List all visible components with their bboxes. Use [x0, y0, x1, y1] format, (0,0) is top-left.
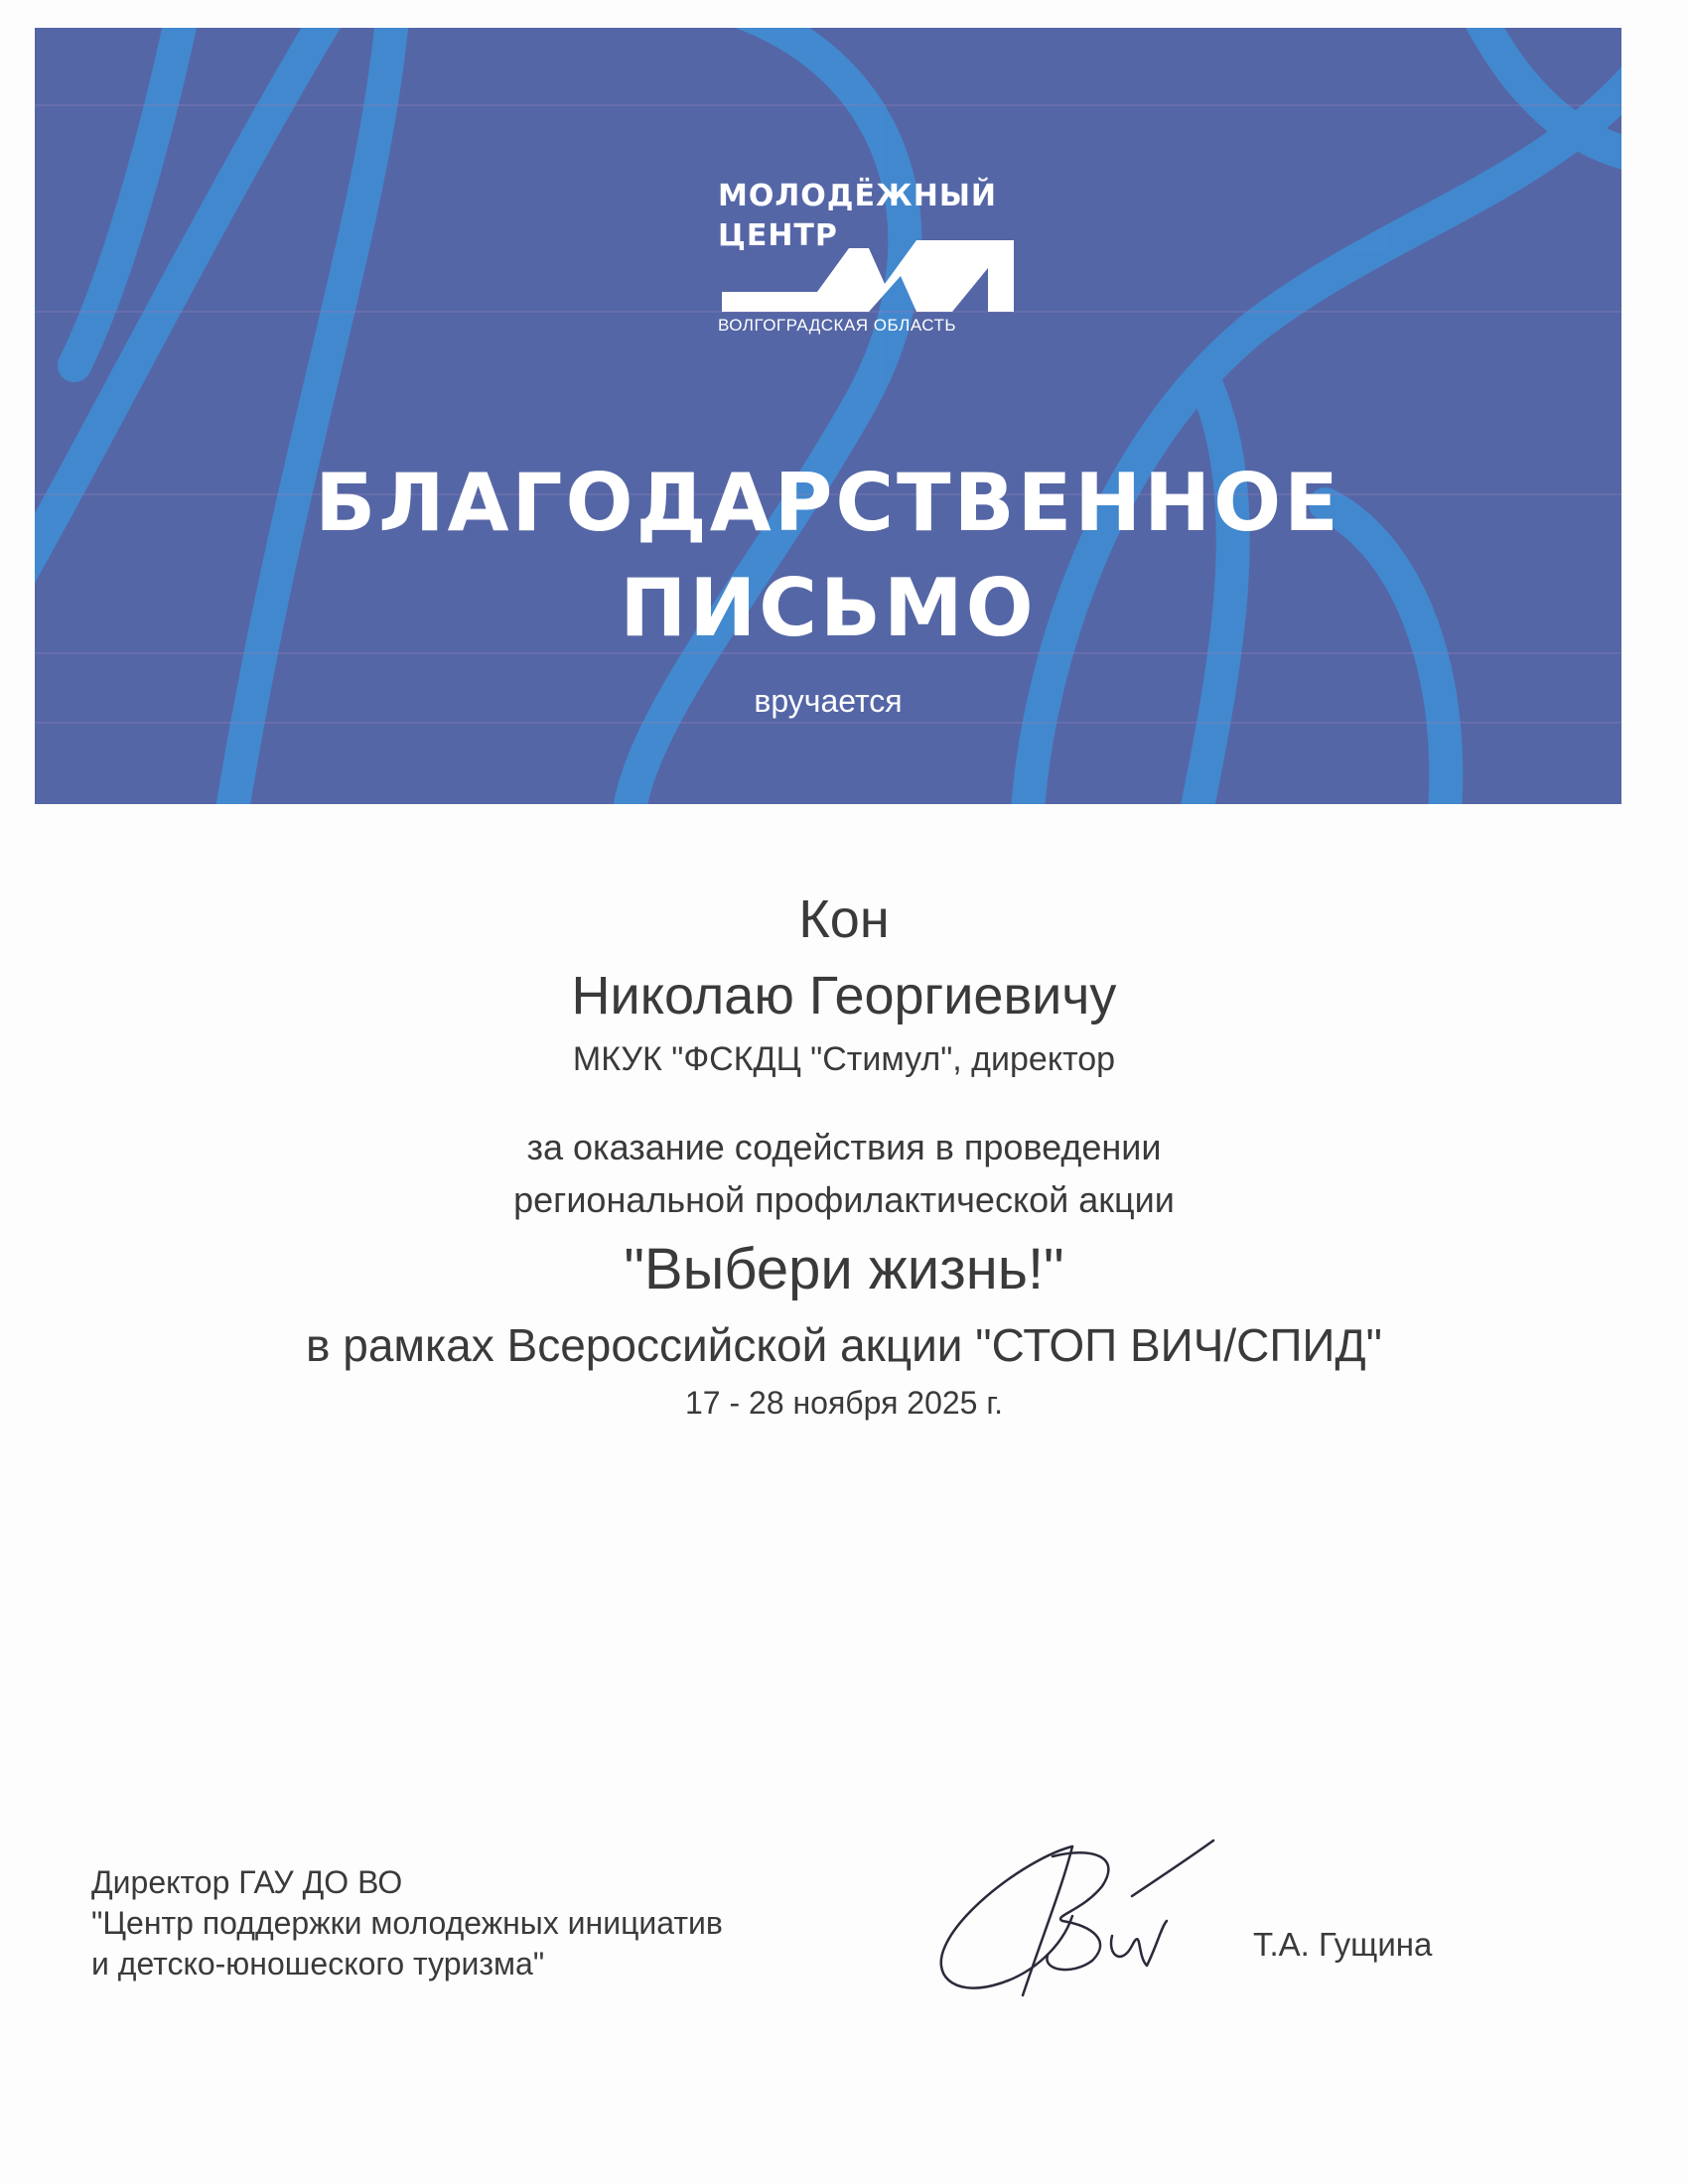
header-banner: [35, 28, 1621, 804]
youth-center-logo: [718, 175, 1016, 343]
letter-title-line2: ПИСЬМО: [620, 562, 1037, 654]
logo-text-line2: ЦЕНТР: [718, 218, 838, 253]
letter-title-line1: БЛАГОДАРСТВЕННОЕ: [315, 457, 1341, 549]
logo-text-line1: МОЛОДЁЖНЫЙ: [718, 179, 998, 213]
presented-label: вручается: [754, 683, 903, 719]
framework-action: в рамках Всероссийской акции "СТОП ВИЧ/СПИД": [306, 1319, 1382, 1371]
logo-region-text: ВОЛГОГРАДСКАЯ ОБЛАСТЬ: [718, 316, 957, 335]
signatory-position: [91, 1862, 723, 1984]
recipient-surname: Кон: [798, 889, 890, 949]
signatory-position-line3: и детско-юношеского туризма": [91, 1946, 545, 1981]
reason-line2: региональной профилактической акции: [513, 1179, 1175, 1220]
recipient-organization: МКУК "ФСКДЦ "Стимул", директор: [572, 1040, 1116, 1078]
handwritten-signature: [923, 1827, 1221, 2015]
signatory-position-line1: Директор ГАУ ДО ВО: [91, 1864, 403, 1900]
action-name: "Выбери жизнь!": [624, 1237, 1064, 1301]
logo-m-icon: [718, 232, 1016, 314]
event-dates: 17 - 28 ноября 2025 г.: [684, 1385, 1004, 1421]
signatory-name: Т.А. Гущина: [1253, 1926, 1433, 1963]
reason-line1: за оказание содействия в проведении: [526, 1127, 1162, 1167]
recipient-name: Николаю Георгиевичу: [571, 966, 1117, 1025]
signatory-position-line2: "Центр поддержки молодежных инициатив: [91, 1905, 723, 1941]
